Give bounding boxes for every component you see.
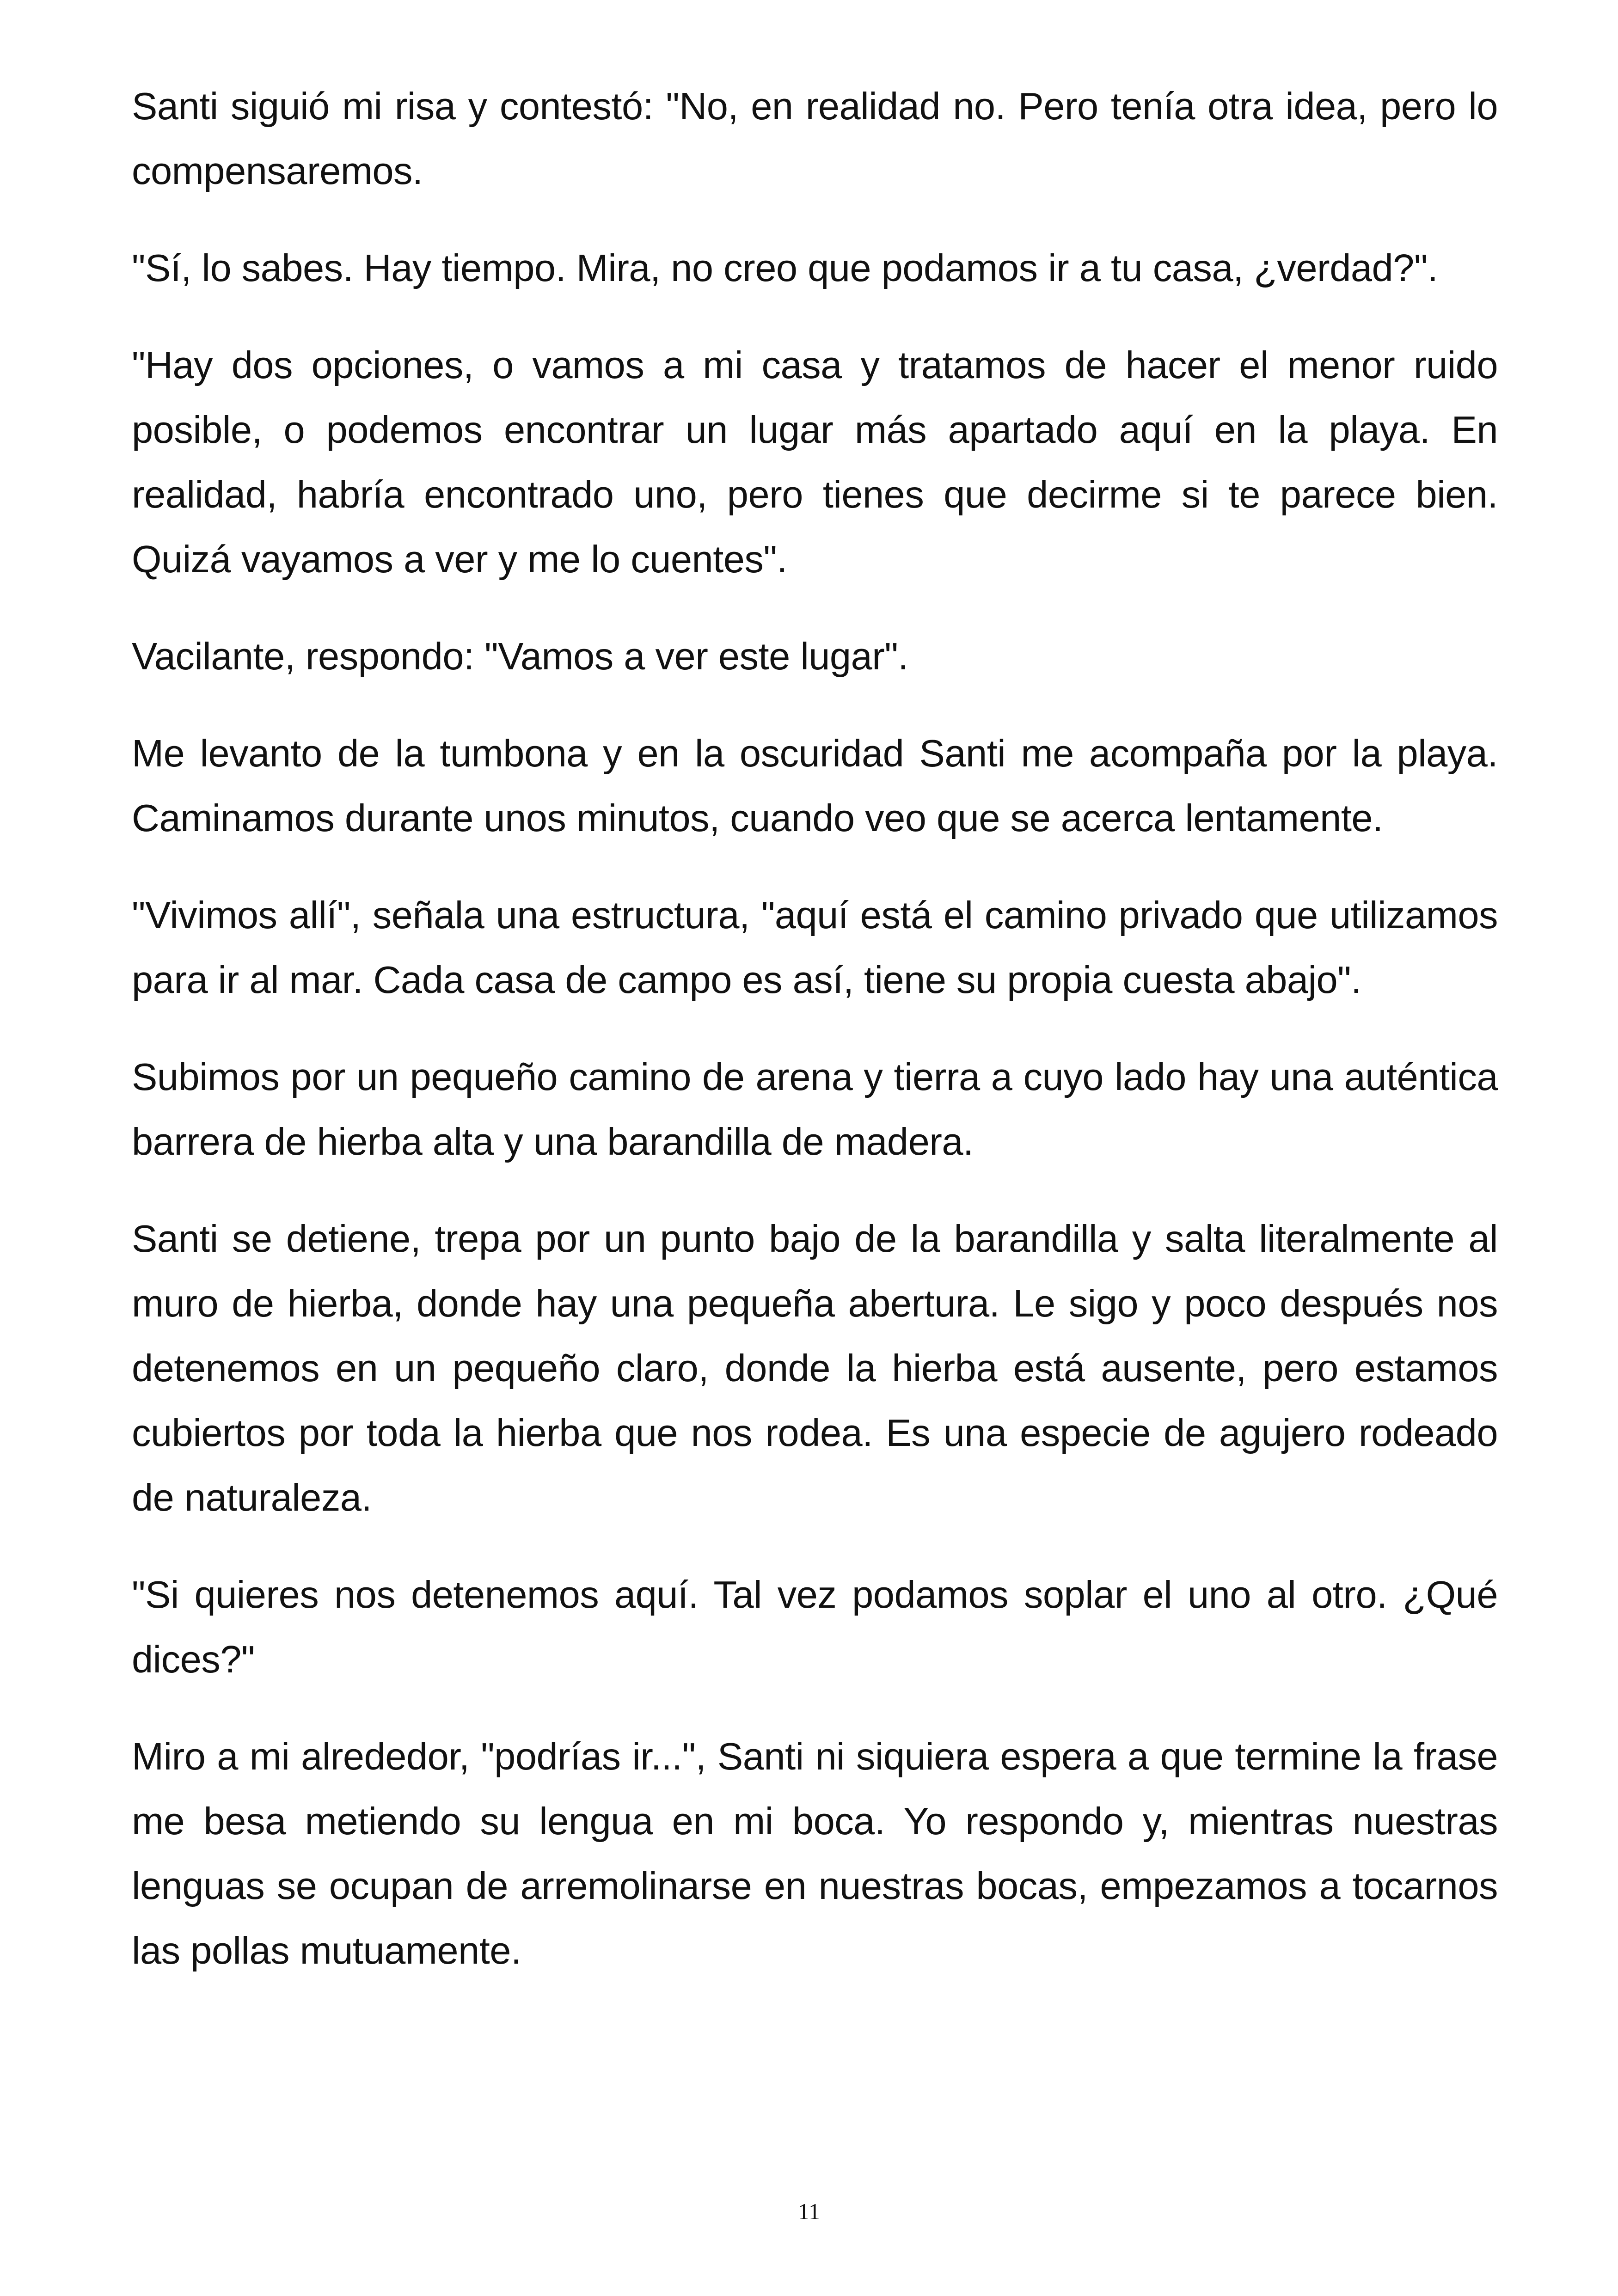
paragraph: "Vivimos allí", señala una estructura, "aquí está el camino privado que utilizamos para ir al mar. Cada casa de campo es así, tiene su propia cuesta abajo". (132, 894, 1498, 1001)
paragraph: "Hay dos opciones, o vamos a mi casa y tratamos de hacer el menor ruido posible, o podemos encontrar un lugar más apartado aquí en la playa. En realidad, habría encontrado uno, pero tienes que decirme si te parece bien. Quizá vayamos a ver y me lo cuentes". (132, 343, 1498, 581)
paragraph: Santi siguió mi risa y contestó: "No, en realidad no. Pero tenía otra idea, pero lo compensaremos. (132, 85, 1498, 192)
paragraph: "Si quieres nos detenemos aquí. Tal vez podamos soplar el uno al otro. ¿Qué dices?" (132, 1573, 1498, 1681)
paragraph: Santi se detiene, trepa por un punto bajo de la barandilla y salta literalmente al muro de hierba, donde hay una pequeña abertura. Le sigo y poco después nos detenemos en un pequeño claro, donde la hierba está ausente, pero estamos cubiertos por toda la hierba que nos rodea. Es una especie de agujero rodeado de naturaleza. (132, 1217, 1498, 1519)
paragraph: Subimos por un pequeño camino de arena y tierra a cuyo lado hay una auténtica barrera de hierba alta y una barandilla de madera. (132, 1055, 1498, 1163)
paragraph: Miro a mi alrededor, "podrías ir...", Santi ni siquiera espera a que termine la frase me besa metiendo su lengua en mi boca. Yo respondo y, mientras nuestras lenguas se ocupan de arremolinarse en nuestras bocas, empezamos a tocarnos las pollas mutuamente. (132, 1735, 1498, 1972)
paragraph: Vacilante, respondo: "Vamos a ver este lugar". (132, 635, 908, 678)
body-text (132, 74, 1498, 2015)
page-number: 11 (797, 2198, 821, 2224)
paragraph: Me levanto de la tumbona y en la oscuridad Santi me acompaña por la playa. Caminamos durante unos minutos, cuando veo que se acerca lentamente. (132, 732, 1498, 839)
paragraph: "Sí, lo sabes. Hay tiempo. Mira, no creo que podamos ir a tu casa, ¿verdad?". (132, 246, 1438, 289)
